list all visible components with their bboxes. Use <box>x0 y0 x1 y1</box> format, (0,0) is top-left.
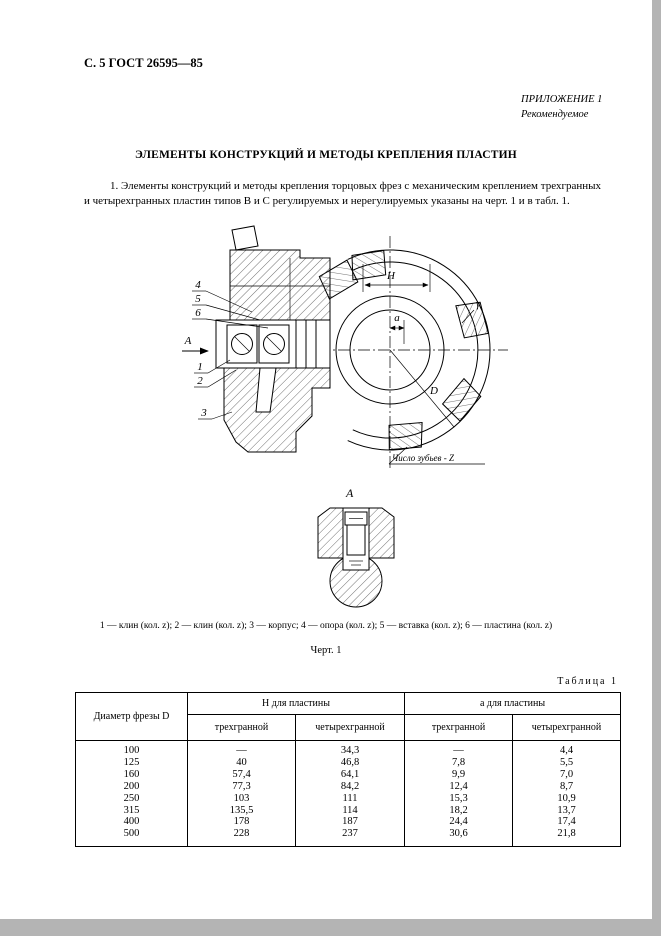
detail-screw-body <box>347 525 365 555</box>
table-cell: 178 <box>188 816 296 828</box>
table-row <box>76 781 621 793</box>
table-cell: 160 <box>76 769 188 781</box>
table-row <box>76 828 621 846</box>
col-group-a: а для пластины <box>405 693 621 715</box>
dim-label-D: D <box>430 385 438 397</box>
table-row <box>76 769 621 781</box>
appendix-title: ПРИЛОЖЕНИЕ 1 <box>521 94 603 105</box>
table-cell: 15,3 <box>405 793 513 805</box>
table-row <box>76 805 621 817</box>
subcol-a-trihedral: трехгранной <box>405 715 513 741</box>
table-cell: 187 <box>296 816 405 828</box>
table-row <box>76 816 621 828</box>
table-row <box>76 793 621 805</box>
cutter-body-upper <box>230 250 330 320</box>
table-header <box>76 693 621 741</box>
table-cell: — <box>405 741 513 757</box>
body-paragraph: 1. Элементы конструкций и методы крепления торцовых фрез с механическим креплением трехгранных и четырехгранных пластин типов В и С регулируемых и нерегулируемых указаны на черт. 1 и в табл. 1. <box>84 180 601 207</box>
table-cell: 237 <box>296 828 405 846</box>
col-header-diameter: Диаметр фрезы D <box>76 693 188 741</box>
table-cell: 228 <box>188 828 296 846</box>
table-cell: 34,3 <box>296 741 405 757</box>
table-cell: 114 <box>296 805 405 817</box>
table-cell: 500 <box>76 828 188 846</box>
col-group-h: Н для пластины <box>188 693 405 715</box>
table-cell: 200 <box>76 781 188 793</box>
table-cell: 250 <box>76 793 188 805</box>
table-cell: 40 <box>188 757 296 769</box>
table-row <box>76 741 621 757</box>
cutter-body-lower <box>224 368 330 452</box>
view-arrow-label: А <box>184 335 192 347</box>
dim-label-H: H <box>387 270 395 282</box>
table-cell: 8,7 <box>513 781 621 793</box>
table-cell: 111 <box>296 793 405 805</box>
table-cell: 64,1 <box>296 769 405 781</box>
table-cell: 30,6 <box>405 828 513 846</box>
table-cell: 7,8 <box>405 757 513 769</box>
callout-3: 3 <box>201 407 207 419</box>
table-cell: 18,2 <box>405 805 513 817</box>
dimension-a <box>390 312 404 344</box>
table-row <box>76 757 621 769</box>
table-cell: 103 <box>188 793 296 805</box>
figure-caption: 1 — клин (кол. z); 2 — клин (кол. z); 3 — корпус; 4 — опора (кол. z); 5 — вставка (кол. z); 6 — пластина (кол. z) <box>99 621 553 631</box>
table-cell: 13,7 <box>513 805 621 817</box>
table-cell: 21,8 <box>513 828 621 846</box>
page-header: С. 5 ГОСТ 26595—85 <box>84 56 203 70</box>
table-cell: 315 <box>76 805 188 817</box>
callout-4: 4 <box>195 279 201 291</box>
appendix-subtitle: Рекомендуемое <box>521 109 589 121</box>
dim-label-gamma: γ <box>476 298 481 310</box>
subcol-h-trihedral: трехгранной <box>188 715 296 741</box>
dim-label-a: а <box>394 312 400 324</box>
table-cell: 9,9 <box>405 769 513 781</box>
section-title: ЭЛЕМЕНТЫ КОНСТРУКЦИЙ И МЕТОДЫ КРЕПЛЕНИЯ ПЛАСТИН <box>135 149 517 161</box>
table-cell: 57,4 <box>188 769 296 781</box>
subcol-a-tetrahedral: четырехгранной <box>513 715 621 741</box>
detail-view-label: А <box>346 486 354 500</box>
table-body <box>76 741 621 847</box>
table-cell: 10,9 <box>513 793 621 805</box>
top-tooth <box>232 226 258 250</box>
table-caption: Таблица 1 <box>557 676 618 687</box>
callout-5: 5 <box>195 293 201 305</box>
callout-2: 2 <box>197 375 203 387</box>
table-cell: 7,0 <box>513 769 621 781</box>
table-cell: 24,4 <box>405 816 513 828</box>
detail-view-a <box>290 486 422 616</box>
table-cell: 5,5 <box>513 757 621 769</box>
section-view <box>216 226 330 452</box>
table-cell: — <box>188 741 296 757</box>
table-cell: 135,5 <box>188 805 296 817</box>
table-cell: 17,4 <box>513 816 621 828</box>
table-cell: 100 <box>76 741 188 757</box>
table-cell: 125 <box>76 757 188 769</box>
table-cell: 46,8 <box>296 757 405 769</box>
figure-drawing <box>140 220 555 478</box>
table-cell: 400 <box>76 816 188 828</box>
callout-1: 1 <box>197 361 203 373</box>
table-cell: 4,4 <box>513 741 621 757</box>
table-cell: 84,2 <box>296 781 405 793</box>
detail-drawing <box>290 503 422 611</box>
callout-6: 6 <box>195 307 201 319</box>
appendix-block <box>521 92 602 122</box>
subcol-h-tetrahedral: четырехгранной <box>296 715 405 741</box>
teeth-note-label: Число зубьев - Z <box>392 453 454 463</box>
table-cell: 12,4 <box>405 781 513 793</box>
figure-number: Черт. 1 <box>310 645 342 656</box>
dimensions-table <box>75 692 621 847</box>
table-cell: 77,3 <box>188 781 296 793</box>
